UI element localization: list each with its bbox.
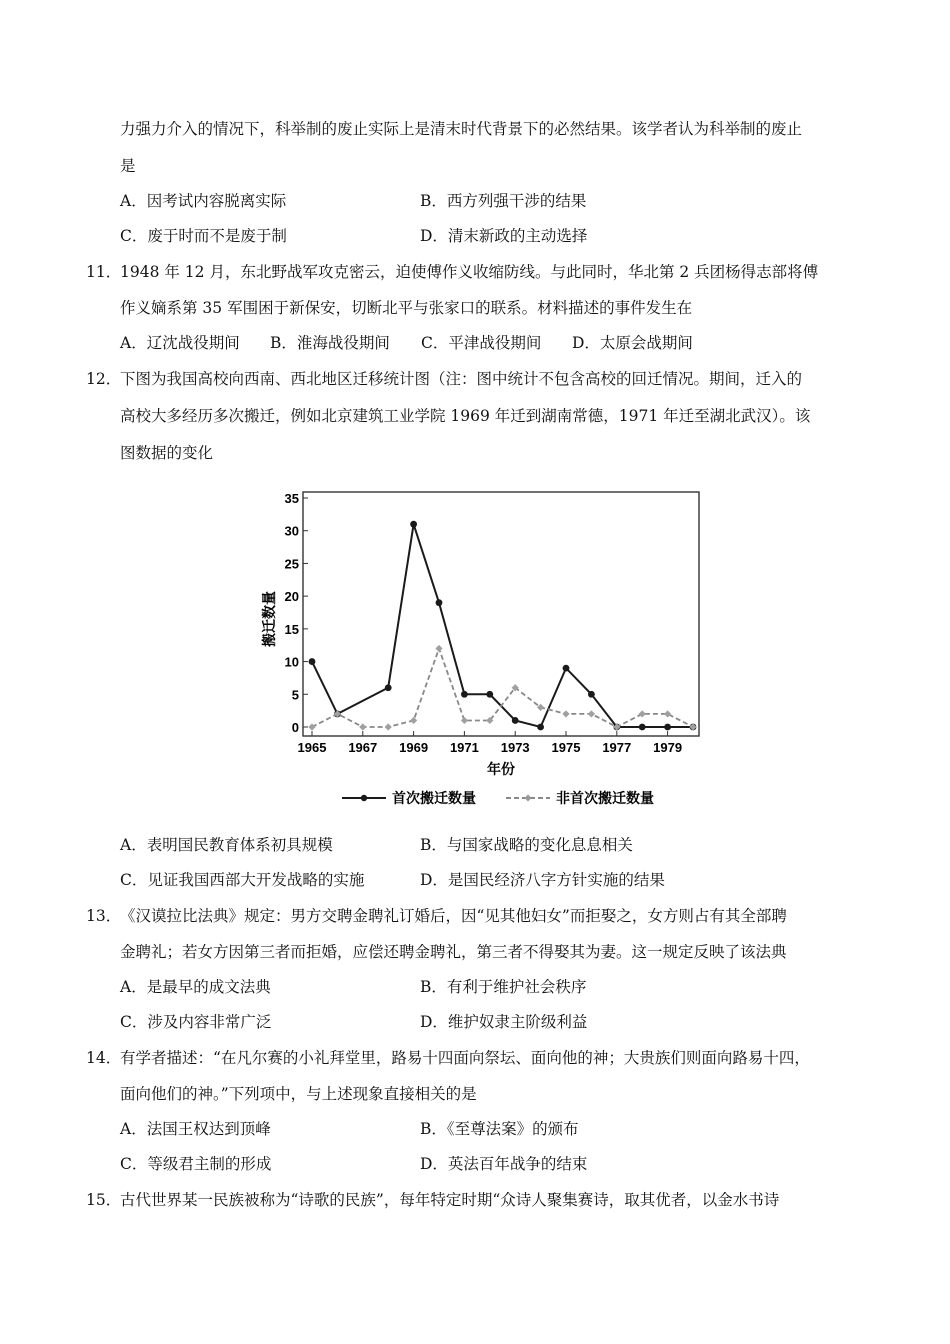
q10-option-a: A．因考试内容脱离实际: [120, 192, 287, 210]
legend: [342, 790, 654, 806]
q10-option-c: C．废于时而不是废于制: [120, 227, 287, 245]
series-0-point: [486, 691, 493, 698]
q14-number: 14．: [86, 1049, 122, 1067]
x-tick-label: 1971: [449, 740, 479, 755]
q10-option-b: B．西方列强干涉的结果: [420, 192, 587, 210]
legend-dashed-marker: [525, 795, 532, 802]
series-0-point: [512, 717, 519, 724]
q14-option-a: A．法国王权达到顶峰: [120, 1120, 271, 1138]
q15-stem-line-1: 古代世界某一民族被称为“诗歌的民族”，每年特定时期“众诗人聚集赛诗，取其优者，以金水书诗: [120, 1191, 780, 1209]
q13-option-c: C．涉及内容非常广泛: [120, 1013, 272, 1031]
q10-stem-line-1: 力强力介入的情况下，科举制的废止实际上是清末时代背景下的必然结果。该学者认为科举制的废止: [120, 120, 803, 138]
q14-stem-line-2: 面向他们的神。”下列项中，与上述现象直接相关的是: [120, 1085, 477, 1103]
x-axis-label: 年份: [487, 761, 515, 777]
series-0-point: [664, 724, 671, 731]
series-0-point: [436, 599, 443, 606]
legend-label-first: 首次搬迁数量: [392, 790, 476, 806]
q11-stem-line-1: 1948 年 12 月，东北野战军攻克密云，迫使傅作义收缩防线。与此同时，华北第 2 兵团杨得志部将傅: [120, 263, 819, 281]
q12-stem-line-2: 高校大多经历多次搬迁，例如北京建筑工业学院 1969 年迁到湖南常德，1971 年迁至湖北武汉）。该: [120, 407, 811, 425]
q12-option-b: B．与国家战略的变化息息相关: [420, 836, 633, 854]
x-tick-label: 1977: [602, 740, 632, 755]
q13-option-d: D．维护奴隶主阶级利益: [420, 1013, 588, 1031]
q11-option-d: D．太原会战期间: [572, 334, 693, 352]
q14-option-c: C．等级君主制的形成: [120, 1155, 272, 1173]
x-tick-label: 1965: [297, 740, 327, 755]
q12-option-d: D．是国民经济八字方针实施的结果: [420, 871, 665, 889]
q14-option-b: B．《至尊法案》的颁布: [420, 1120, 579, 1138]
q13-stem-line-1: 《汉谟拉比法典》规定：男方交聘金聘礼订婚后，因“见其他妇女”而拒娶之，女方则占有其全部聘: [120, 907, 787, 925]
series-0-point: [461, 691, 468, 698]
legend-solid-marker: [361, 795, 367, 801]
q11-option-c: C．平津战役期间: [421, 334, 542, 352]
y-axis-label: 搬迁数量: [261, 591, 277, 647]
q13-number: 13．: [86, 907, 122, 925]
y-tick-label: 25: [284, 556, 299, 572]
q12-number: 12．: [86, 370, 122, 388]
series-0-point: [588, 691, 595, 698]
q12-stem-line-3: 图数据的变化: [120, 444, 214, 462]
x-tick-label: 1973: [500, 740, 530, 755]
y-tick-label: 10: [284, 654, 299, 670]
series-0-point: [410, 521, 417, 528]
y-tick-label: 35: [284, 491, 299, 506]
q13-option-a: A．是最早的成文法典: [120, 978, 271, 996]
q14-stem-line-1: 有学者描述：“在凡尔赛的小礼拜堂里，路易十四面向祭坛、面向他的神；大贵族们则面向路易十四，: [120, 1049, 810, 1067]
series-0-point: [309, 658, 316, 665]
q14-option-d: D．英法百年战争的结束: [420, 1155, 588, 1173]
migration-line-chart: [250, 484, 710, 814]
q12-option-a: A．表明国民教育体系初具规模: [120, 836, 333, 854]
y-tick-label: 20: [284, 589, 299, 605]
q10-stem-line-2: 是: [120, 157, 136, 175]
q11-option-a: A．辽沈战役期间: [120, 334, 240, 352]
y-tick-label: 5: [291, 687, 299, 703]
q11-option-b: B．淮海战役期间: [270, 334, 390, 352]
q15-number: 15．: [86, 1191, 122, 1209]
y-tick-label: 30: [284, 523, 299, 539]
q13-stem-line-2: 金聘礼；若女方因第三者而拒婚，应偿还聘金聘礼，第三者不得娶其为妻。这一规定反映了该法典: [120, 943, 787, 961]
q10-option-d: D．清末新政的主动选择: [420, 227, 588, 245]
legend-label-nonfirst: 非首次搬迁数量: [556, 790, 654, 806]
y-tick-label: 0: [291, 720, 299, 735]
q13-option-b: B．有利于维护社会秩序: [420, 978, 587, 996]
x-tick-label: 1967: [348, 740, 378, 755]
y-tick-label: 15: [284, 621, 299, 637]
series-0-point: [639, 724, 646, 731]
series-0-point: [537, 724, 544, 731]
x-tick-label: 1969: [399, 740, 429, 755]
q11-stem-line-2: 作义嫡系第 35 军围困于新保安，切断北平与张家口的联系。材料描述的事件发生在: [120, 299, 693, 317]
q11-number: 11．: [86, 263, 122, 281]
plot-frame: [303, 492, 699, 736]
series-0-point: [385, 684, 392, 691]
q12-stem-line-1: 下图为我国高校向西南、西北地区迁移统计图（注：图中统计不包含高校的回迁情况。期间，迁入的: [120, 370, 803, 388]
q12-option-c: C．见证我国西部大开发战略的实施: [120, 871, 365, 889]
series-0-point: [563, 665, 570, 672]
x-tick-label: 1975: [551, 740, 581, 755]
x-tick-label: 1979: [653, 740, 683, 755]
